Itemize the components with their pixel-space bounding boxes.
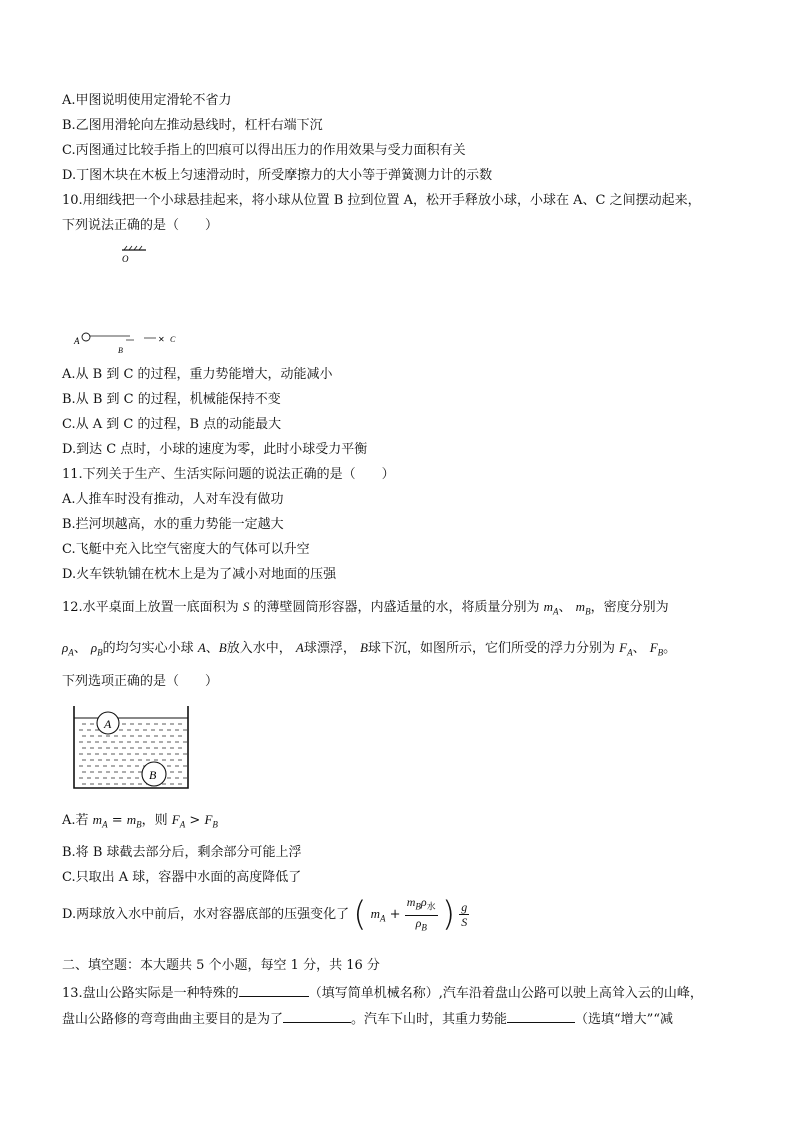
svg-text:B: B: [149, 768, 157, 782]
q9-option-d: D.丁图木块在木板上匀速滑动时，所受摩擦力的大小等于弹簧测力计的示数: [62, 168, 493, 183]
q10-option-c: C.从 A 到 C 的过程，B 点的动能最大: [62, 417, 282, 432]
q11-stem: 11.下列关于生产、生活实际问题的说法正确的是（ ）: [62, 467, 395, 482]
q12-option-c: C.只取出 A 球，容器中水面的高度降低了: [62, 870, 302, 885]
svg-text:A: A: [104, 717, 112, 731]
section-2-heading: 二、填空题：本大题共 5 个小题，每空 1 分，共 16 分: [62, 958, 380, 973]
ceiling-mount: [122, 246, 146, 250]
q12-stem-line3: 下列选项正确的是（ ）: [62, 674, 219, 689]
q12-option-b: B.将 B 球截去部分后，剩余部分可能上浮: [62, 845, 302, 860]
q9-option-c: C.丙图通过比较手指上的凹痕可以得出压力的作用效果与受力面积有关: [62, 143, 466, 158]
q12-option-d: D.两球放入水中前后，水对容器底部的压强变化了 ( $m_A$ + $\frac{m_B\rho_水}{\rho_B}$ ) $\frac{g}{S}$: [62, 894, 468, 935]
q10-option-a: A.从 B 到 C 的过程，重力势能增大，动能减小: [62, 367, 333, 382]
q10-stem-line1: 10.用细线把一个小球悬挂起来，将小球从位置 B 拉到位置 A，松开手释放小球，小球在 A、C 之间摆动起来，: [62, 193, 701, 208]
q13-line1: 13.盘山公路实际是一种特殊的 （填写简单机械名称）,汽车沿着盘山公路可以驶上高耸入云的山峰，: [62, 986, 703, 1001]
g-over-s-fraction: $\frac{g}{S}$: [461, 900, 468, 929]
pendulum-figure: [66, 240, 206, 360]
label-a: A: [74, 336, 80, 346]
label-b: B: [118, 346, 123, 355]
q13-blank-2[interactable]: [283, 1010, 351, 1023]
q11-option-b: B.拦河坝越高，水的重力势能一定越大: [62, 517, 284, 532]
q12-option-a: A.若 $m_A = m_B$，则 $F_A > F_B$: [62, 812, 218, 830]
q10-option-d: D.到达 C 点时，小球的速度为零，此时小球受力平衡: [62, 442, 368, 457]
q9-option-a: A.甲图说明使用定滑轮不省力: [62, 93, 232, 108]
q13-blank-3[interactable]: [507, 1010, 575, 1023]
svg-text:✕: ✕: [158, 335, 165, 344]
q11-option-c: C.飞艇中充入比空气密度大的气体可以升空: [62, 542, 310, 557]
label-o: O: [122, 254, 129, 264]
ball-at-a: [82, 333, 90, 341]
container-figure: [70, 704, 192, 792]
q12-stem-line1: 12.水平桌面上放置一底面积为 S 的薄壁圆筒形容器，内盛适量的水，将质量分别为 $m_A$、 $m_B$，密度分别为: [62, 599, 669, 617]
q12-stem-line2: $\rho_A$、 $\rho_B$的均匀实心小球 A、B放入水中， A球漂浮， B球下沉，如图所示，它们所受的浮力分别为 $F_A$、 $F_B$。: [62, 640, 677, 658]
q9-option-b: B.乙图用滑轮向左推动悬线时，杠杆右端下沉: [62, 118, 323, 133]
q11-option-d: D.火车铁轨铺在枕木上是为了减小对地面的压强: [62, 567, 337, 582]
density-fraction: $\frac{m_B\rho_水}{\rho_B}$: [406, 895, 436, 932]
q10-option-b: B.从 B 到 C 的过程，机械能保持不变: [62, 392, 281, 407]
q13-line2: 盘山公路修的弯弯曲曲主要目的是为了 。汽车下山时，其重力势能 （选填“增大”“减: [62, 1012, 673, 1027]
q11-option-a: A.人推车时没有推动，人对车没有做功: [62, 492, 284, 507]
q13-blank-1[interactable]: [239, 984, 309, 997]
water-hatch: [79, 724, 187, 784]
label-c: C: [170, 335, 176, 344]
q10-stem-line2: 下列说法正确的是（ ）: [62, 218, 219, 233]
